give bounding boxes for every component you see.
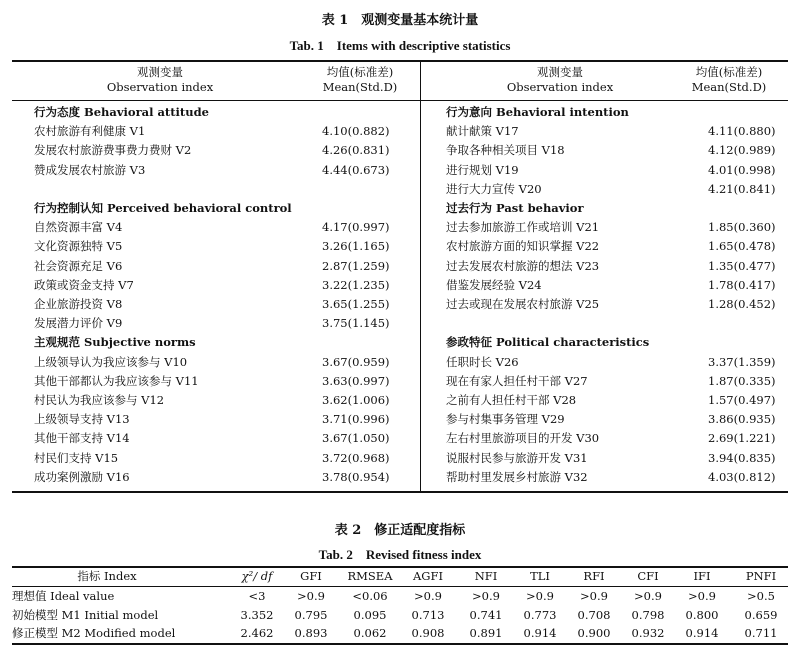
column-header: TLI <box>530 569 550 583</box>
t1-left-mean-header <box>300 65 420 95</box>
table-cell: >0.9 <box>580 589 608 603</box>
item-label: 发展农村旅游费事费力费财 V2 <box>34 143 192 158</box>
item-label: 村民们支持 V15 <box>34 450 119 465</box>
item-value: 3.63(0.997) <box>322 373 390 388</box>
table-cell: >0.9 <box>472 589 500 603</box>
t1-right-mean-header-en: Mean(Std.D) <box>691 80 767 94</box>
item-label: 农村旅游方面的知识掌握 V22 <box>446 239 600 254</box>
t1-left-var-header-en: Observation index <box>106 80 214 94</box>
table-cell: 0.914 <box>523 626 557 641</box>
column-header: GFI <box>300 569 322 583</box>
table-cell: 0.713 <box>411 607 445 622</box>
item-label: 过去参加旅游工作或培训 V21 <box>446 220 600 235</box>
item-label: 说服村民参与旅游开发 V31 <box>446 450 588 465</box>
item-label: 争取各种相关项目 V18 <box>446 143 565 158</box>
item-label: 农村旅游有利健康 V1 <box>34 124 146 139</box>
item-value: 1.87(0.335) <box>708 373 776 388</box>
item-value: 3.62(1.006) <box>322 393 390 407</box>
t1-right-var-header <box>470 65 650 95</box>
item-value: 3.71(0.996) <box>322 412 390 427</box>
table-cell: 0.708 <box>577 607 611 622</box>
t1-left-mean-header-cn: 均值(标准差) <box>326 65 394 79</box>
table-cell: <3 <box>248 589 266 603</box>
item-value: 1.28(0.452) <box>708 297 776 311</box>
table1-title-cn: 表 1 观测变量基本统计量 <box>321 13 479 28</box>
table2-title-en: Tab. 2 Revised fitness index <box>318 547 482 562</box>
table-cell: 0.795 <box>294 607 328 622</box>
item-label: 村民认为我应该参与 V12 <box>34 393 165 407</box>
table-cell: 0.095 <box>353 607 387 622</box>
item-value: 4.26(0.831) <box>322 143 390 158</box>
table-cell: 0.800 <box>685 607 719 622</box>
table1-bottom-rule <box>12 491 788 493</box>
table-cell: 3.352 <box>240 607 274 622</box>
table-cell: <0.06 <box>352 589 388 603</box>
item-label: 献计献策 V17 <box>446 124 519 139</box>
item-value: 4.01(0.998) <box>708 162 776 177</box>
item-value: 3.67(0.959) <box>322 354 390 369</box>
item-value: 3.78(0.954) <box>322 469 390 484</box>
table-cell: >0.9 <box>526 589 554 603</box>
item-label: 上级领导支持 V13 <box>34 412 130 427</box>
item-value: 1.35(0.477) <box>708 258 776 273</box>
item-value: 4.03(0.812) <box>708 469 776 484</box>
item-value: 1.78(0.417) <box>708 277 776 292</box>
item-value: 2.69(1.221) <box>708 431 776 446</box>
item-label: 参与村集事务管理 V29 <box>446 412 565 427</box>
item-value: 1.65(0.478) <box>708 239 776 254</box>
table-cell: 0.711 <box>744 626 778 641</box>
item-label: 帮助村里发展乡村旅游 V32 <box>446 469 588 484</box>
table1-center-divider <box>420 60 421 491</box>
table-cell: >0.5 <box>747 589 775 603</box>
table-cell: 0.741 <box>469 607 503 622</box>
item-label: 自然资源丰富 V4 <box>34 220 123 235</box>
table-cell: >0.9 <box>634 589 662 603</box>
item-label: 进行规划 V19 <box>446 162 519 177</box>
item-value: 3.26(1.165) <box>322 239 390 254</box>
column-header: IFI <box>693 569 711 583</box>
item-value: 4.11(0.880) <box>708 124 776 139</box>
item-label: 任职时长 V26 <box>446 354 519 369</box>
table-cell: 0.908 <box>411 626 445 641</box>
item-value: 4.12(0.989) <box>708 143 776 158</box>
item-label: 其他干部都认为我应该参与 V11 <box>34 373 199 388</box>
column-header: χ²/ df <box>241 569 273 583</box>
column-header: RFI <box>583 569 605 583</box>
t1-left-var-header-cn: 观测变量 <box>137 65 183 79</box>
t1-right-mean-header-cn: 均值(标准差) <box>695 65 763 79</box>
table2-header-row <box>12 567 788 586</box>
section-heading: 行为态度 Behavioral attitude <box>34 105 209 119</box>
table-cell: 理想值 Ideal value <box>12 589 115 603</box>
table1-title-en: Tab. 1 Items with descriptive statistics <box>289 38 511 53</box>
item-label: 进行大力宣传 V20 <box>446 181 542 196</box>
t1-right-mean-header <box>670 65 788 95</box>
item-label: 赞成发展农村旅游 V3 <box>34 162 146 177</box>
item-value: 4.44(0.673) <box>322 162 390 177</box>
column-header: 指标 Index <box>77 569 137 583</box>
column-header: CFI <box>637 569 659 583</box>
section-heading: 行为控制认知 Perceived behavioral control <box>34 201 292 215</box>
table-cell: 0.891 <box>469 626 503 641</box>
item-value: 1.85(0.360) <box>708 220 776 235</box>
table-cell: 0.932 <box>631 626 665 641</box>
item-label: 社会资源充足 V6 <box>34 258 123 273</box>
item-value: 3.37(1.359) <box>708 354 776 369</box>
t1-left-var-header <box>70 65 250 95</box>
item-value: 3.75(1.145) <box>322 316 390 331</box>
item-value: 3.67(1.050) <box>322 431 390 446</box>
item-value: 4.21(0.841) <box>708 181 776 196</box>
item-label: 借鉴发展经验 V24 <box>446 277 542 292</box>
column-header: PNFI <box>745 569 777 583</box>
item-label: 之前有人担任村干部 V28 <box>446 393 577 407</box>
table-cell: 0.914 <box>685 626 719 641</box>
t1-left-mean-header-en: Mean(Std.D) <box>322 80 398 94</box>
table-cell: 修正模型 M2 Modified model <box>12 626 176 641</box>
table-cell: 0.659 <box>744 607 778 622</box>
table-row <box>12 587 788 606</box>
item-value: 3.86(0.935) <box>708 412 776 427</box>
table-row <box>12 606 788 625</box>
item-label: 发展潜力评价 V9 <box>34 316 123 331</box>
table2-bottom-rule <box>12 643 788 645</box>
table-cell: 0.893 <box>294 626 328 641</box>
item-label: 文化资源独特 V5 <box>34 239 123 254</box>
table1-top-rule <box>12 60 788 62</box>
t1-right-var-header-cn: 观测变量 <box>537 65 583 79</box>
section-heading: 行为意向 Behavioral intention <box>446 105 629 119</box>
item-label: 现在有家人担任村干部 V27 <box>446 373 588 388</box>
item-label: 政策或资金支持 V7 <box>34 277 134 292</box>
section-heading: 过去行为 Past behavior <box>446 201 584 215</box>
item-value: 3.22(1.235) <box>322 277 390 292</box>
table-cell: 2.462 <box>240 626 274 641</box>
section-heading: 主观规范 Subjective norms <box>34 335 196 350</box>
item-value: 3.94(0.835) <box>708 450 776 465</box>
table-cell: >0.9 <box>297 589 325 603</box>
item-value: 4.10(0.882) <box>322 124 390 139</box>
item-value: 1.57(0.497) <box>708 393 776 407</box>
section-heading: 参政特征 Political characteristics <box>446 335 650 350</box>
table1-header-rule <box>12 100 788 101</box>
column-header: AGFI <box>412 569 443 583</box>
table-cell: 初始模型 M1 Initial model <box>12 607 159 622</box>
item-label: 企业旅游投资 V8 <box>34 297 123 311</box>
table-cell: >0.9 <box>414 589 442 603</box>
item-label: 过去或现在发展农村旅游 V25 <box>446 297 600 311</box>
item-label: 其他干部支持 V14 <box>34 431 130 446</box>
table-cell: 0.900 <box>577 626 611 641</box>
column-header: RMSEA <box>347 569 393 583</box>
table-row <box>12 624 788 643</box>
item-label: 左右村里旅游项目的开发 V30 <box>446 431 600 446</box>
item-label: 成功案例激励 V16 <box>34 469 130 484</box>
column-header: NFI <box>474 569 498 583</box>
table2-title-cn: 表 2 修正适配度指标 <box>334 523 466 538</box>
item-label: 过去发展农村旅游的想法 V23 <box>446 258 600 273</box>
t1-right-var-header-en: Observation index <box>506 80 614 94</box>
table-cell: >0.9 <box>688 589 716 603</box>
item-value: 3.65(1.255) <box>322 297 390 311</box>
table-cell: 0.798 <box>631 607 665 622</box>
item-value: 3.72(0.968) <box>322 450 390 465</box>
item-value: 2.87(1.259) <box>322 258 390 273</box>
item-value: 4.17(0.997) <box>322 220 390 235</box>
table-cell: 0.062 <box>353 626 387 641</box>
item-label: 上级领导认为我应该参与 V10 <box>34 354 188 369</box>
table-cell: 0.773 <box>523 607 557 622</box>
